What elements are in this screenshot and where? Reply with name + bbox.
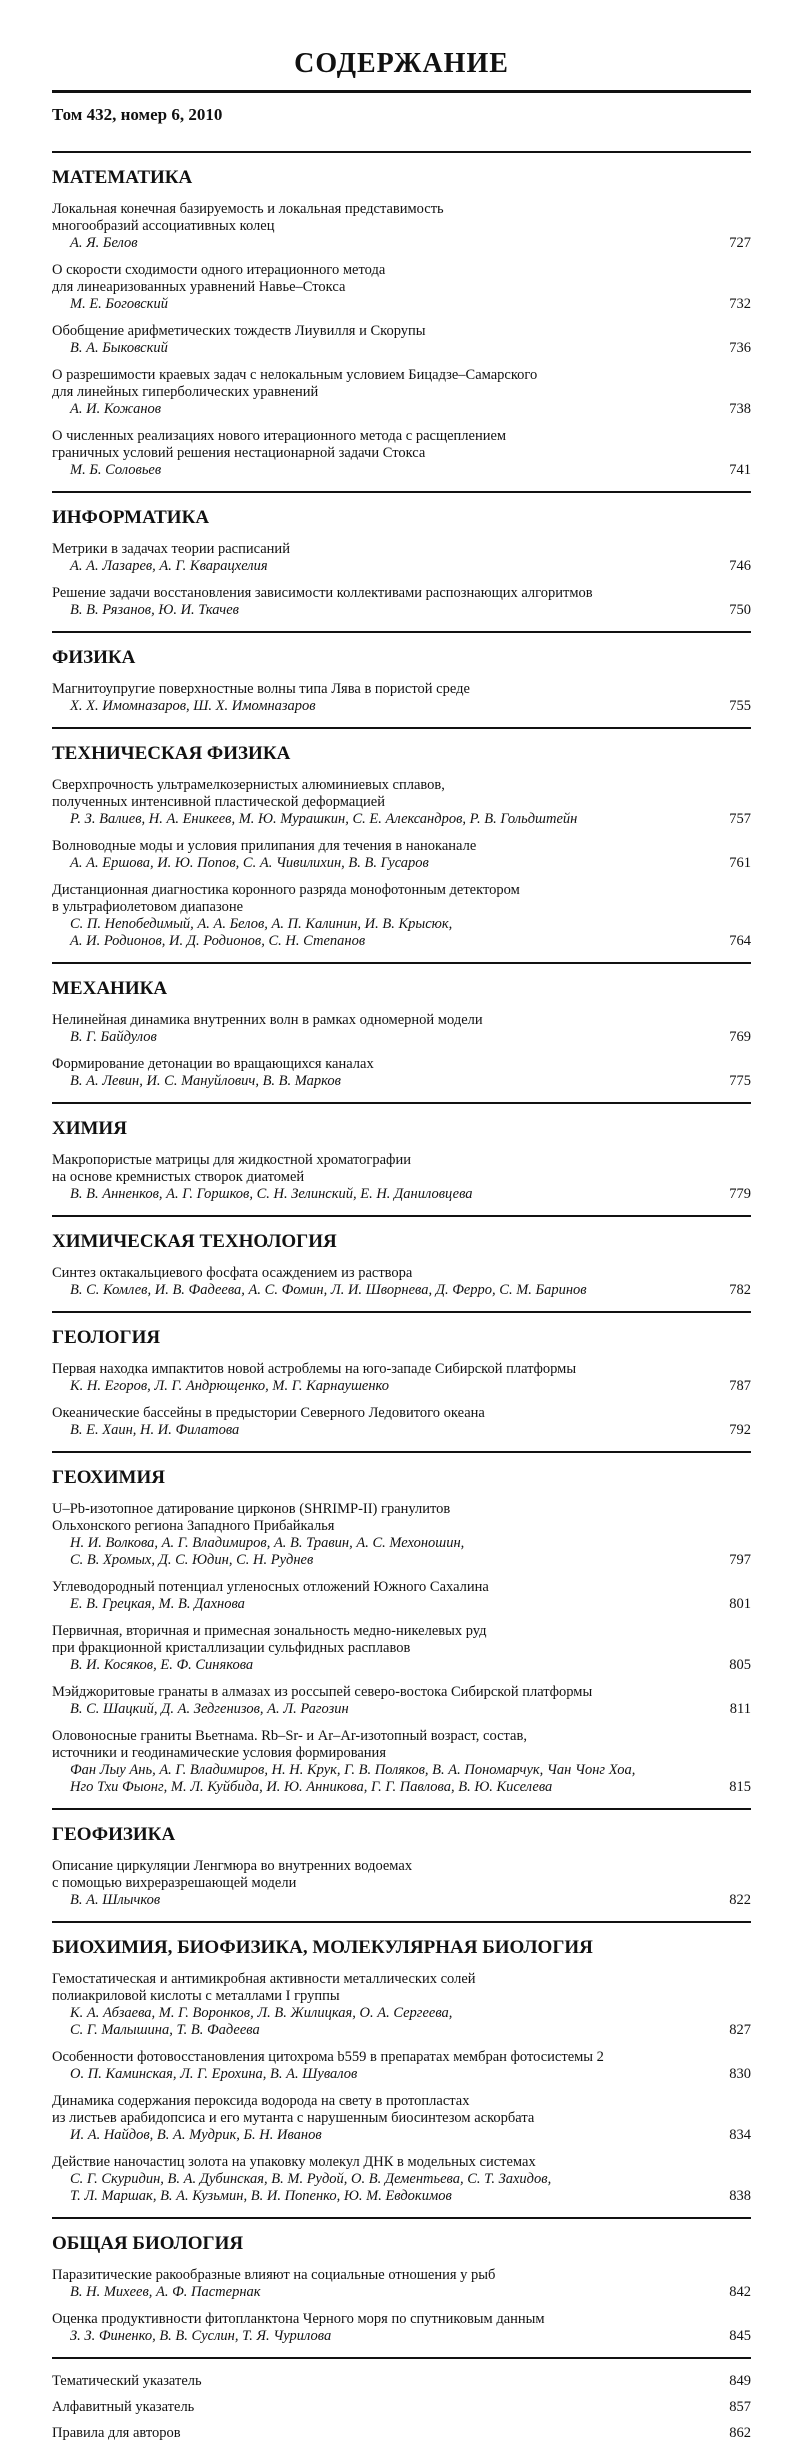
entry-title-line: Углеводородный потенциал угленосных отложений Южного Сахалина <box>52 1579 489 1595</box>
section-title: ФИЗИКА <box>52 647 136 668</box>
entry-authors-line: А. А. Лазарев, А. Г. Кварацхелия <box>70 558 268 574</box>
entry-authors <box>52 558 268 575</box>
toc-entry <box>52 201 751 252</box>
entry-title-line: Локальная конечная базируемость и локальная представимость <box>52 201 444 217</box>
entry-authors-line: Р. З. Валиев, Н. А. Еникеев, М. Ю. Мурашкин, С. Е. Александров, Р. В. Гольдштейн <box>70 811 578 827</box>
entry-authors <box>52 1657 253 1674</box>
entry-authors-row <box>52 558 751 575</box>
entry-authors <box>52 602 239 619</box>
entry-page-number: 757 <box>729 811 751 827</box>
entry-title-line: О скорости сходимости одного итерационного метода <box>52 262 386 278</box>
toc-section <box>52 1217 751 1313</box>
entry-authors-row <box>52 1186 751 1203</box>
entry-title-line: Метрики в задачах теории расписаний <box>52 541 290 557</box>
toc-entry <box>52 541 751 575</box>
entry-title <box>52 1684 751 1701</box>
toc-entry <box>52 1579 751 1613</box>
entry-title <box>52 2093 751 2127</box>
entry-title-line: из листьев арабидопсиса и его мутанта с нарушенным биосинтезом аскорбата <box>52 2110 535 2126</box>
entry-title <box>52 2049 751 2066</box>
entry-authors <box>52 340 168 357</box>
toc-entry <box>52 585 751 619</box>
title-rule <box>52 90 751 93</box>
toc-entry <box>52 1265 751 1299</box>
entry-title <box>52 1405 751 1422</box>
entry-authors-line: Н. И. Волкова, А. Г. Владимиров, А. В. Травин, А. С. Мехоношин, <box>70 1535 465 1551</box>
entry-authors-line: В. А. Левин, И. С. Мануйлович, В. В. Марков <box>70 1073 341 1089</box>
entry-authors <box>52 462 161 479</box>
entry-title <box>52 428 751 462</box>
entry-authors <box>52 855 429 872</box>
entry-authors <box>52 1422 239 1439</box>
section-title: ХИМИЧЕСКАЯ ТЕХНОЛОГИЯ <box>52 1231 337 1252</box>
entry-authors-row <box>52 855 751 872</box>
entry-authors-row <box>52 698 751 715</box>
entry-authors-row <box>52 2066 751 2083</box>
section-title: МЕХАНИКА <box>52 978 168 999</box>
entry-authors <box>52 1596 245 1613</box>
entry-authors-row <box>52 916 751 950</box>
entry-title <box>52 2311 751 2328</box>
entry-title-line: с помощью вихреразрешающей модели <box>52 1875 297 1891</box>
footer-item <box>52 2399 751 2416</box>
toc-entry <box>52 367 751 418</box>
entry-authors-line: А. А. Ершова, И. Ю. Попов, С. А. Чивилихин, В. В. Гусаров <box>70 855 429 871</box>
entry-title-line: Формирование детонации во вращающихся каналах <box>52 1056 374 1072</box>
entry-title-line: полученных интенсивной пластической деформацией <box>52 794 385 810</box>
footer-item-label: Тематический указатель <box>52 2373 202 2389</box>
entry-title <box>52 2267 751 2284</box>
entry-authors <box>52 1378 389 1395</box>
toc-entry <box>52 777 751 828</box>
entry-authors-row <box>52 811 751 828</box>
entry-page-number: 827 <box>729 2022 751 2038</box>
toc-section <box>52 1453 751 1810</box>
entry-authors <box>52 1186 473 1203</box>
entry-authors <box>52 2328 331 2345</box>
entry-title-line: Первичная, вторичная и примесная зональность медно-никелевых руд <box>52 1623 487 1639</box>
entry-title <box>52 838 751 855</box>
entry-title <box>52 882 751 916</box>
entry-title-line: О разрешимости краевых задач с нелокальным условием Бицадзе–Самарского <box>52 367 538 383</box>
footer-item-page: 857 <box>729 2399 751 2415</box>
entry-authors <box>52 235 138 252</box>
entry-authors-line: С. Г. Малышина, Т. В. Фадеева <box>70 2022 260 2038</box>
entry-page-number: 801 <box>729 1596 751 1612</box>
entry-authors-line: В. С. Шацкий, Д. А. Зедгенизов, А. Л. Рагозин <box>70 1701 349 1717</box>
entry-page-number: 834 <box>729 2127 751 2143</box>
section-title: БИОХИМИЯ, БИОФИЗИКА, МОЛЕКУЛЯРНАЯ БИОЛОГИЯ <box>52 1937 593 1958</box>
entry-title <box>52 681 751 698</box>
entry-authors <box>52 1892 160 1909</box>
entry-authors-line: В. В. Рязанов, Ю. И. Ткачев <box>70 602 239 618</box>
entry-title-line: U–Pb-изотопное датирование цирконов (SHRIMP-II) гранулитов <box>52 1501 451 1517</box>
entry-title-line: на основе кремнистых створок диатомей <box>52 1169 305 1185</box>
entry-title <box>52 323 751 340</box>
entry-page-number: 769 <box>729 1029 751 1045</box>
page-title: СОДЕРЖАНИЕ <box>294 48 509 79</box>
entry-title <box>52 367 751 401</box>
section-title: ГЕОЛОГИЯ <box>52 1327 161 1348</box>
entry-authors-row <box>52 2005 751 2039</box>
entry-title-line: Динамика содержания пероксида водорода на свету в протопластах <box>52 2093 470 2109</box>
toc-section <box>52 493 751 633</box>
entry-authors-line: В. Г. Байдулов <box>70 1029 157 1045</box>
entry-title <box>52 1579 751 1596</box>
entry-authors <box>52 1073 341 1090</box>
entry-page-number: 792 <box>729 1422 751 1438</box>
entry-title <box>52 1012 751 1029</box>
entry-authors <box>52 1701 349 1718</box>
entry-authors-row <box>52 1378 751 1395</box>
entry-title <box>52 1152 751 1186</box>
toc-entry <box>52 1858 751 1909</box>
entry-title-line: Мэйджоритовые гранаты в алмазах из россыпей северо-востока Сибирской платформы <box>52 1684 593 1700</box>
entry-title-line: О численных реализациях нового итерационного метода с расщеплением <box>52 428 507 444</box>
entry-title-line: Оценка продуктивности фитопланктона Черного моря по спутниковым данным <box>52 2311 545 2327</box>
entry-title-line: Первая находка импактитов новой астроблемы на юго-западе Сибирской платформы <box>52 1361 577 1377</box>
toc-entry <box>52 1361 751 1395</box>
toc-section <box>52 964 751 1104</box>
entry-page-number: 782 <box>729 1282 751 1298</box>
entry-page-number: 838 <box>729 2188 751 2204</box>
entry-authors <box>52 2127 322 2144</box>
entry-authors <box>52 1282 587 1299</box>
entry-title-line: Решение задачи восстановления зависимости коллективами распознающих алгоритмов <box>52 585 593 601</box>
entry-page-number: 727 <box>729 235 751 251</box>
entry-page-number: 736 <box>729 340 751 356</box>
entry-authors-row <box>52 2328 751 2345</box>
entry-page-number: 764 <box>729 933 751 949</box>
entry-title-line: Обобщение арифметических тождеств Лиувилля и Скорупы <box>52 323 426 339</box>
entry-authors-line: И. А. Найдов, В. А. Мудрик, Б. Н. Иванов <box>70 2127 322 2143</box>
entry-title-line: Океанические бассейны в предыстории Северного Ледовитого океана <box>52 1405 485 1421</box>
toc-entry <box>52 1684 751 1718</box>
entry-page-number: 830 <box>729 2066 751 2082</box>
section-title: ОБЩАЯ БИОЛОГИЯ <box>52 2233 244 2254</box>
entry-authors-line: К. А. Абзаева, М. Г. Воронков, Л. В. Жилицкая, О. А. Сергеева, <box>70 2005 453 2021</box>
entry-authors <box>52 698 316 715</box>
section-title: ИНФОРМАТИКА <box>52 507 210 528</box>
toc-entry <box>52 1501 751 1569</box>
entry-authors-line: С. В. Хромых, Д. С. Юдин, С. Н. Руднев <box>70 1552 314 1568</box>
footer-item <box>52 2373 751 2390</box>
toc-section <box>52 2219 751 2359</box>
entry-authors <box>52 2171 551 2205</box>
entry-authors-row <box>52 2284 751 2301</box>
entry-title <box>52 1056 751 1073</box>
entry-authors <box>52 296 168 313</box>
entry-authors-line: Х. Х. Имомназаров, Ш. Х. Имомназаров <box>70 698 316 714</box>
entry-title-line: в ультрафиолетовом диапазоне <box>52 899 244 915</box>
entry-authors-row <box>52 1422 751 1439</box>
entry-authors-line: В. А. Шлычков <box>70 1892 161 1908</box>
entry-title-line: многообразий ассоциативных колец <box>52 218 275 234</box>
entry-title-line: полиакриловой кислоты с металлами I группы <box>52 1988 340 2004</box>
toc-section <box>52 153 751 493</box>
entry-authors-line: К. Н. Егоров, Л. Г. Андрющенко, М. Г. Карнаушенко <box>70 1378 390 1394</box>
entry-authors <box>52 1029 157 1046</box>
entry-authors-row <box>52 1282 751 1299</box>
entry-title <box>52 1623 751 1657</box>
entry-title-line: Сверхпрочность ультрамелкозернистых алюминиевых сплавов, <box>52 777 445 793</box>
section-title: ХИМИЯ <box>52 1118 127 1139</box>
entry-title <box>52 262 751 296</box>
entry-title <box>52 541 751 558</box>
toc-entry <box>52 262 751 313</box>
toc-entry <box>52 2154 751 2205</box>
footer-item-page: 862 <box>729 2425 751 2441</box>
entry-page-number: 741 <box>729 462 751 478</box>
entry-authors-line: А. И. Кожанов <box>70 401 162 417</box>
toc-entry <box>52 2093 751 2144</box>
toc-section <box>52 1923 751 2219</box>
entry-authors-line: С. П. Непобедимый, А. А. Белов, А. П. Калинин, И. В. Крысюк, <box>70 916 453 932</box>
entry-title-line: Нелинейная динамика внутренних волн в рамках одномерной модели <box>52 1012 483 1028</box>
entry-authors-row <box>52 296 751 313</box>
entry-authors-line: З. З. Финенко, В. В. Суслин, Т. Я. Чурилова <box>70 2328 332 2344</box>
toc-entry <box>52 1623 751 1674</box>
entry-authors-line: М. Е. Боговский <box>70 296 168 312</box>
entry-authors <box>52 2066 357 2083</box>
entry-title-line: Макропористые матрицы для жидкостной хроматографии <box>52 1152 411 1168</box>
entry-authors-line: В. Н. Михеев, А. Ф. Пастернак <box>70 2284 261 2300</box>
entry-authors <box>52 916 452 950</box>
entry-authors-row <box>52 1596 751 1613</box>
entry-title-line: для линеаризованных уравнений Навье–Стокса <box>52 279 346 295</box>
toc-entry <box>52 1056 751 1090</box>
section-title: МАТЕМАТИКА <box>52 167 193 188</box>
entry-title-line: Описание циркуляции Ленгмюра во внутренних водоемах <box>52 1858 413 1874</box>
toc-section <box>52 1810 751 1923</box>
entry-authors-line: В. А. Быковский <box>70 340 168 356</box>
toc-section <box>52 633 751 729</box>
entry-title-line: при фракционной кристаллизации сульфидных расплавов <box>52 1640 411 1656</box>
entry-authors-row <box>52 1073 751 1090</box>
toc-entry <box>52 323 751 357</box>
entry-authors-row <box>52 2171 751 2205</box>
entry-authors-row <box>52 1535 751 1569</box>
entry-title-line: Особенности фотовосстановления цитохрома b559 в препаратах мембран фотосистемы 2 <box>52 2049 604 2065</box>
section-title: ГЕОХИМИЯ <box>52 1467 165 1488</box>
entry-page-number: 775 <box>729 1073 751 1089</box>
entry-title <box>52 201 751 235</box>
entry-page-number: 738 <box>729 401 751 417</box>
entry-authors-row <box>52 602 751 619</box>
entry-page-number: 750 <box>729 602 751 618</box>
entry-page-number: 822 <box>729 1892 751 1908</box>
entry-authors-line: А. Я. Белов <box>70 235 138 251</box>
entry-authors-line: В. С. Комлев, И. В. Фадеева, А. С. Фомин, Л. И. Шворнева, Д. Ферро, С. М. Баринов <box>70 1282 587 1298</box>
entry-title-line: Оловоносные граниты Вьетнама. Rb–Sr- и Ar–Ar-изотопный возраст, состав, <box>52 1728 527 1744</box>
entry-authors-row <box>52 1657 751 1674</box>
entry-title <box>52 777 751 811</box>
entry-title <box>52 1265 751 1282</box>
entry-authors-row <box>52 235 751 252</box>
section-title: ТЕХНИЧЕСКАЯ ФИЗИКА <box>52 743 291 764</box>
entry-page-number: 732 <box>729 296 751 312</box>
entry-title-line: Дистанционная диагностика коронного разряда монофотонным детектором <box>52 882 520 898</box>
toc-footer <box>52 2373 751 2442</box>
entry-authors <box>52 1535 464 1569</box>
entry-title-line: Магнитоупругие поверхностные волны типа Лява в пористой среде <box>52 681 470 697</box>
entry-title-line: Волноводные моды и условия прилипания для течения в наноканале <box>52 838 477 854</box>
entry-authors-line: В. В. Анненков, А. Г. Горшков, С. Н. Зелинский, Е. Н. Даниловцева <box>70 1186 473 1202</box>
volume-info: Том 432, номер 6, 2010 <box>52 105 223 124</box>
entry-authors-row <box>52 1762 751 1796</box>
section-title: ГЕОФИЗИКА <box>52 1824 176 1845</box>
entry-authors-line: Нго Тхи Фыонг, М. Л. Куйбида, И. Ю. Анникова, Г. Г. Павлова, В. Ю. Киселева <box>70 1779 553 1795</box>
toc-entry <box>52 428 751 479</box>
entry-authors-line: В. И. Косяков, Е. Ф. Синякова <box>70 1657 254 1673</box>
entry-page-number: 746 <box>729 558 751 574</box>
entry-authors-line: А. И. Родионов, И. Д. Родионов, С. Н. Степанов <box>70 933 366 949</box>
entry-authors <box>52 401 161 418</box>
entry-page-number: 805 <box>729 1657 751 1673</box>
toc-entry <box>52 1728 751 1796</box>
entry-title <box>52 1501 751 1535</box>
entry-authors-row <box>52 1029 751 1046</box>
toc-sections <box>52 153 751 2359</box>
entry-title-line: Гемостатическая и антимикробная активности металлических солей <box>52 1971 476 1987</box>
footer-item <box>52 2425 751 2442</box>
entry-title-line: Паразитические ракообразные влияют на социальные отношения у рыб <box>52 2267 496 2283</box>
entry-page-number: 755 <box>729 698 751 714</box>
entry-authors-line: С. Г. Скуридин, В. А. Дубинская, В. М. Рудой, О. В. Дементьева, С. Т. Захидов, <box>70 2171 552 2187</box>
footer-item-label: Правила для авторов <box>52 2425 181 2441</box>
entry-title-line: Ольхонского региона Западного Прибайкалья <box>52 1518 335 1534</box>
entry-page-number: 797 <box>729 1552 751 1568</box>
entry-authors-line: Е. В. Грецкая, М. В. Дахнова <box>70 1596 245 1612</box>
entry-authors-line: Фан Лыу Ань, А. Г. Владимиров, Н. Н. Крук, Г. В. Поляков, В. А. Пономарчук, Чан Чонг Хоа, <box>70 1762 636 1778</box>
footer-item-label: Алфавитный указатель <box>52 2399 195 2415</box>
toc-entry <box>52 681 751 715</box>
entry-page-number: 845 <box>729 2328 751 2344</box>
entry-title <box>52 585 751 602</box>
entry-title-line: источники и геодинамические условия формирования <box>52 1745 386 1761</box>
entry-authors-row <box>52 340 751 357</box>
toc-entry <box>52 2049 751 2083</box>
toc-entry <box>52 1012 751 1046</box>
entry-authors <box>52 2005 452 2039</box>
entry-authors-row <box>52 401 751 418</box>
entry-authors <box>52 1762 635 1796</box>
entry-authors-line: Т. Л. Маршак, В. А. Кузьмин, В. И. Попенко, Ю. М. Евдокимов <box>70 2188 452 2204</box>
toc-entry <box>52 1405 751 1439</box>
entry-page-number: 811 <box>729 1701 751 1717</box>
entry-authors-row <box>52 1701 751 1718</box>
entry-title-line: Действие наночастиц золота на упаковку молекул ДНК в модельных системах <box>52 2154 536 2170</box>
footer-item-page: 849 <box>729 2373 751 2389</box>
entry-title-line: для линейных гиперболических уравнений <box>52 384 319 400</box>
entry-page-number: 815 <box>729 1779 751 1795</box>
toc-section <box>52 1313 751 1453</box>
entry-authors-row <box>52 2127 751 2144</box>
entry-authors-row <box>52 1892 751 1909</box>
entry-title <box>52 1728 751 1762</box>
entry-page-number: 761 <box>729 855 751 871</box>
toc-entry <box>52 1152 751 1203</box>
toc-entry <box>52 838 751 872</box>
toc-entry <box>52 1971 751 2039</box>
entry-title <box>52 1858 751 1892</box>
entry-title <box>52 1971 751 2005</box>
entry-authors <box>52 2284 261 2301</box>
entry-authors-line: М. Б. Соловьев <box>70 462 162 478</box>
toc-entry <box>52 2267 751 2301</box>
toc-section <box>52 729 751 964</box>
entry-title-line: Синтез октакальциевого фосфата осаждением из раствора <box>52 1265 413 1281</box>
toc-section <box>52 1104 751 1217</box>
entry-page-number: 842 <box>729 2284 751 2300</box>
entry-page-number: 779 <box>729 1186 751 1202</box>
entry-authors <box>52 811 577 828</box>
entry-authors-line: В. Е. Хаин, Н. И. Филатова <box>70 1422 240 1438</box>
entry-title <box>52 2154 751 2171</box>
toc-entry <box>52 2311 751 2345</box>
entry-page-number: 787 <box>729 1378 751 1394</box>
entry-authors-row <box>52 462 751 479</box>
entry-authors-line: О. П. Каминская, Л. Г. Ерохина, В. А. Шувалов <box>70 2066 358 2082</box>
entry-title-line: граничных условий решения нестационарной задачи Стокса <box>52 445 426 461</box>
toc-entry <box>52 882 751 950</box>
entry-title <box>52 1361 751 1378</box>
